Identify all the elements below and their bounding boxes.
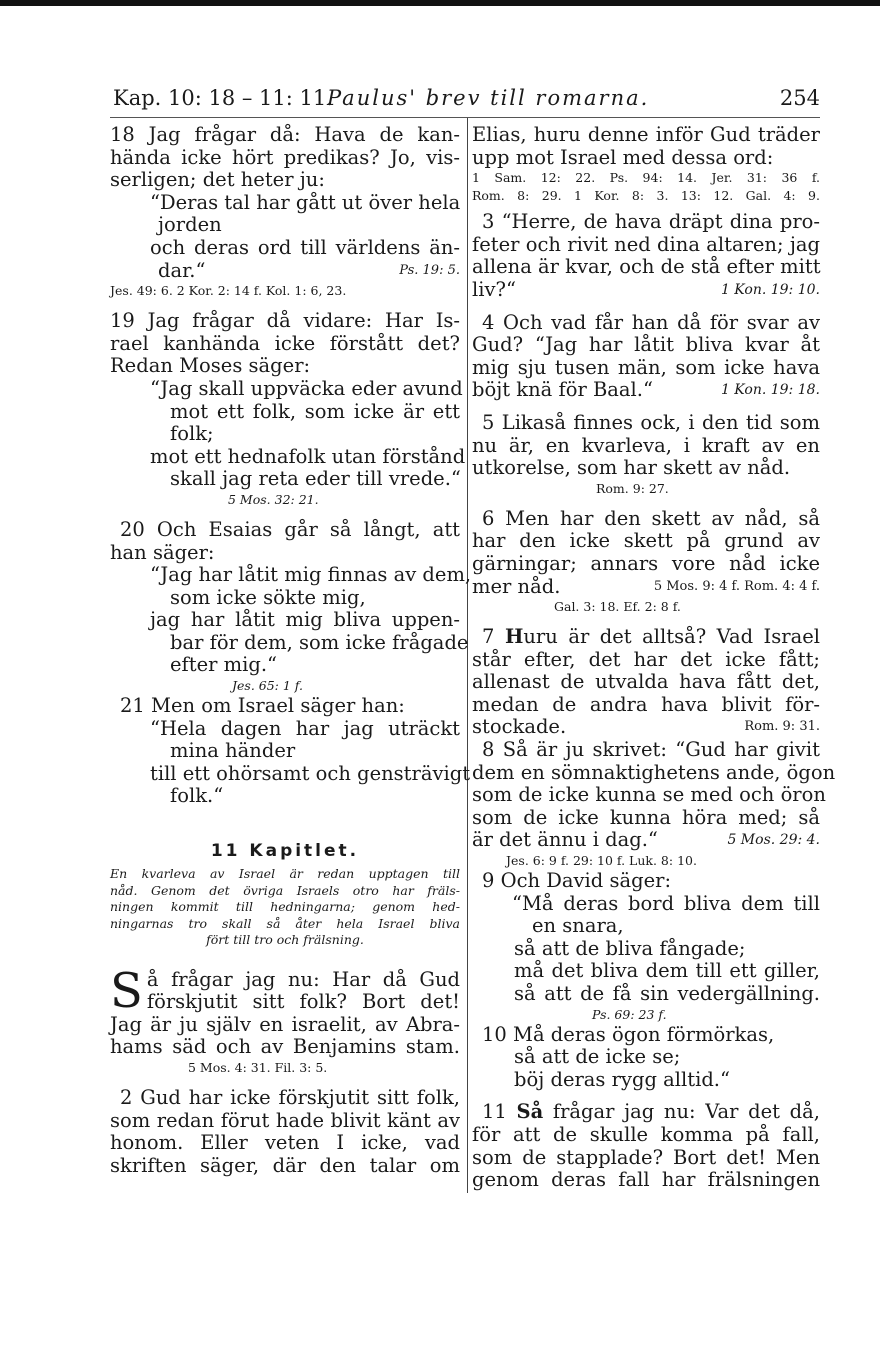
cross-reference: Rom. 9: 31. — [744, 719, 820, 735]
cross-reference: Jes. 49: 6. 2 Kor. 2: 14 f. Kol. 1: 6, 23. — [110, 283, 347, 299]
quote-line: till ett ohörsamt och gensträvigt — [150, 761, 471, 785]
scan-top-edge — [0, 0, 880, 6]
text-line: har den icke skett på grund av — [472, 529, 820, 553]
verse-7 — [472, 626, 820, 739]
cross-reference: 1 Sam. 12: 22. Ps. 94: 14. Jer. 31: 36 f. — [472, 170, 820, 186]
text-line: 19 Jag frågar då vidare: Har Is- — [110, 309, 460, 333]
quote-line: mina händer — [170, 739, 296, 763]
right-column — [472, 123, 836, 1192]
verse-end: är det ännu i dag.“ — [472, 828, 658, 852]
text-line: å frågar jag nu: Har då Gud — [146, 967, 460, 991]
text-line — [472, 716, 820, 739]
spacer — [110, 949, 460, 969]
verse-1 — [110, 962, 460, 1077]
left-column — [110, 123, 472, 1177]
quote-line: jag har låtit mig bliva uppen- — [150, 608, 460, 632]
text-line: skriften säger, där den talar om — [110, 1153, 460, 1177]
quote-line: folk; — [170, 422, 214, 446]
continued-text — [472, 124, 820, 205]
text-line: medan de andra hava blivit för- — [472, 692, 820, 716]
text-line: 9 Och David säger: — [482, 869, 672, 893]
column-divider — [467, 118, 468, 1193]
text-line: utkorelse, som har skett av nåd. — [472, 456, 791, 480]
text-line — [472, 279, 820, 302]
quote-line: “Må deras bord bliva dem till — [512, 891, 820, 915]
quote-line: en snara, — [532, 914, 624, 938]
text-line: som de icke kunna se med och öron — [472, 783, 826, 807]
text-line: genom deras fall har frälsningen — [472, 1168, 820, 1192]
cross-reference: 1 Kon. 19: 18. — [720, 382, 820, 399]
text-line: upp mot Israel med dessa ord: — [472, 145, 774, 169]
text-line — [472, 626, 820, 649]
verse-6 — [472, 508, 820, 616]
text-line: hams säd och av Benjamins stam. — [110, 1035, 460, 1059]
text-line: förskjutit sitt folk? Bort det! — [146, 990, 460, 1014]
running-title: Paulus' brev till romarna. — [327, 86, 650, 110]
quote-end: dar.“ — [158, 258, 206, 282]
text-line: 4 Och vad får han då för svar av — [482, 310, 820, 334]
text-line: som redan förut hade blivit känt av — [110, 1108, 460, 1132]
verse-11 — [472, 1101, 820, 1191]
verse-4 — [472, 312, 820, 402]
quote-line: så att de bliva fångade; — [514, 936, 746, 960]
quote-line: folk.“ — [170, 784, 224, 808]
header-rule — [110, 117, 820, 118]
text-line: 21 Men om Israel säger han: — [120, 694, 405, 718]
cross-reference: Gal. 3: 18. Ef. 2: 8 f. — [554, 599, 681, 615]
quote-line: som icke sökte mig, — [170, 585, 366, 609]
text-line: 3 “Herre, de hava dräpt dina pro- — [482, 210, 820, 234]
text-line: allenast de utvalda hava fått det, — [472, 670, 820, 694]
text-line: 20 Och Esaias går så långt, att — [120, 517, 460, 541]
verse-end: mer nåd. — [472, 574, 561, 598]
verse-9 — [472, 870, 820, 1024]
quote-line: och deras ord till världens än- — [150, 235, 460, 259]
verse-first-line: uru är det alltså? Vad Israel — [523, 625, 820, 649]
text-line: gärningar; annars vore nåd icke — [472, 551, 820, 575]
cross-reference: Ps. 69: 23 f. — [592, 1006, 667, 1022]
text-line: serligen; det heter ju: — [110, 168, 325, 192]
verse-18 — [110, 124, 460, 300]
summary-line: fört till tro och frälsning. — [206, 932, 364, 948]
verse-end: liv?“ — [472, 277, 516, 301]
quote-line: efter mig.“ — [170, 653, 278, 677]
text-line: nu är, en kvarleva, i kraft av en — [472, 433, 820, 457]
quote-line: “Jag skall uppväcka eder avund — [150, 376, 463, 400]
text-line: dem en sömnaktighetens ande, ögon — [472, 760, 836, 784]
verse-10 — [472, 1024, 820, 1092]
text-line: Jag är ju själv en israelit, av Abra- — [110, 1012, 460, 1036]
cross-reference: Rom. 8: 29. 1 Kor. 8: 3. 13: 12. Gal. 4: 9. — [472, 188, 820, 204]
text-line: allena är kvar, och de stå efter mitt — [472, 255, 821, 279]
quote-line: “Deras tal har gått ut över hela — [150, 190, 461, 214]
quote-line: böj deras rygg alltid.“ — [514, 1067, 730, 1091]
text-line: rael kanhända icke förstått det? — [110, 331, 460, 355]
summary-line: ningen kommit till hedningarna; genom hed- — [110, 899, 460, 915]
quote-line: må det bliva dem till ett giller, — [514, 959, 820, 983]
quote-line: “Jag har låtit mig finnas av dem, — [150, 563, 472, 587]
text-line: som de stapplade? Bort det! Men — [472, 1145, 820, 1169]
text-line: 2 Gud har icke förskjutit sitt folk, — [120, 1085, 460, 1109]
verse-20 — [110, 517, 472, 695]
quote-line: “Hela dagen har jag uträckt — [150, 716, 460, 740]
text-line: 5 Likaså finnes ock, i den tid som — [482, 410, 820, 434]
text-line — [472, 576, 820, 599]
text-line: hända icke hört predikas? Jo, vis- — [110, 145, 460, 169]
text-line: som de icke kunna höra med; så — [472, 805, 820, 829]
cross-reference: Jes. 65: 1 f. — [232, 678, 303, 694]
text-line: 6 Men har den skett av nåd, så — [482, 506, 820, 530]
verse-8 — [472, 738, 836, 870]
cross-reference: Rom. 9: 27. — [596, 480, 669, 496]
verse-19 — [110, 309, 466, 509]
cross-reference: 5 Mos. 32: 21. — [228, 491, 319, 507]
text-line: 10 Må deras ögon förmörkas, — [482, 1022, 775, 1046]
quote-line: mot ett hednafolk utan förstånd — [150, 444, 466, 468]
text-line: mig sju tusen män, som icke hava — [472, 355, 820, 379]
verse-21 — [110, 694, 471, 808]
initial-letter: Så — [516, 1100, 544, 1124]
page-header — [113, 86, 820, 116]
text-line: honom. Eller veten I icke, vad — [110, 1131, 460, 1155]
summary-line: En kvarleva av Israel är redan upptagen till — [110, 866, 460, 882]
cross-reference: 5 Mos. 9: 4 f. Rom. 4: 4 f. — [653, 578, 820, 594]
quote-line: så att de icke se; — [514, 1045, 681, 1069]
verse-3 — [472, 211, 820, 301]
verse-first-line: frågar jag nu: Var det då, — [552, 1100, 820, 1124]
verse-number: 7 — [482, 625, 495, 649]
chapter-summary — [110, 866, 460, 949]
verse-number: 11 — [482, 1100, 507, 1124]
text-line — [472, 379, 820, 402]
text-line: 18 Jag frågar då: Hava de kan- — [110, 123, 460, 146]
text-line: står efter, det har det icke fått; — [472, 647, 820, 671]
quote-line: bar för dem, som icke frågade — [170, 630, 469, 654]
verse-2 — [110, 1087, 460, 1177]
summary-line: nåd. Genom det övriga Israels otro har fräls- — [110, 882, 460, 898]
verse-5 — [472, 412, 820, 498]
text-line — [472, 829, 820, 852]
chapter-heading: 11 Kapitlet. — [210, 841, 360, 862]
quote-line: jorden — [158, 213, 222, 237]
text-line: Redan Moses säger: — [110, 354, 311, 378]
cross-reference: Jes. 6: 9 f. 29: 10 f. Luk. 8: 10. — [506, 853, 697, 869]
text-line: Elias, huru denne inför Gud träder — [472, 123, 820, 146]
quote-line — [110, 260, 460, 283]
text-line — [472, 1101, 820, 1124]
cross-reference: Ps. 19: 5. — [399, 262, 460, 278]
text-line: för att de skulle komma på fall, — [472, 1122, 820, 1146]
verse-end: stockade. — [472, 715, 567, 739]
drop-capital: S — [110, 962, 143, 1019]
cross-reference: 5 Mos. 29: 4. — [727, 832, 820, 849]
summary-line: ningarnas tro skall så åter hela Israel bliva — [110, 915, 460, 931]
text-line: feter och rivit ned dina altaren; jag — [472, 232, 820, 256]
text-line: han säger: — [110, 540, 215, 564]
initial-letter: H — [504, 625, 524, 649]
text-line: Gud? “Jag har låtit bliva kvar åt — [472, 333, 820, 357]
quote-line: mot ett folk, som icke är ett — [170, 399, 460, 423]
text-line: 8 Så är ju skrivet: “Gud har givit — [482, 738, 820, 762]
cross-reference: 5 Mos. 4: 31. Fil. 3: 5. — [188, 1059, 328, 1075]
chapter-reference: Kap. 10: 18 – 11: 11. — [113, 86, 333, 110]
quote-line: så att de få sin vedergällning. — [514, 982, 820, 1005]
page-number: 254 — [779, 86, 820, 110]
verse-end: böjt knä för Baal.“ — [472, 378, 653, 402]
cross-reference: 1 Kon. 19: 10. — [720, 281, 820, 298]
quote-line: skall jag reta eder till vrede.“ — [170, 467, 461, 491]
